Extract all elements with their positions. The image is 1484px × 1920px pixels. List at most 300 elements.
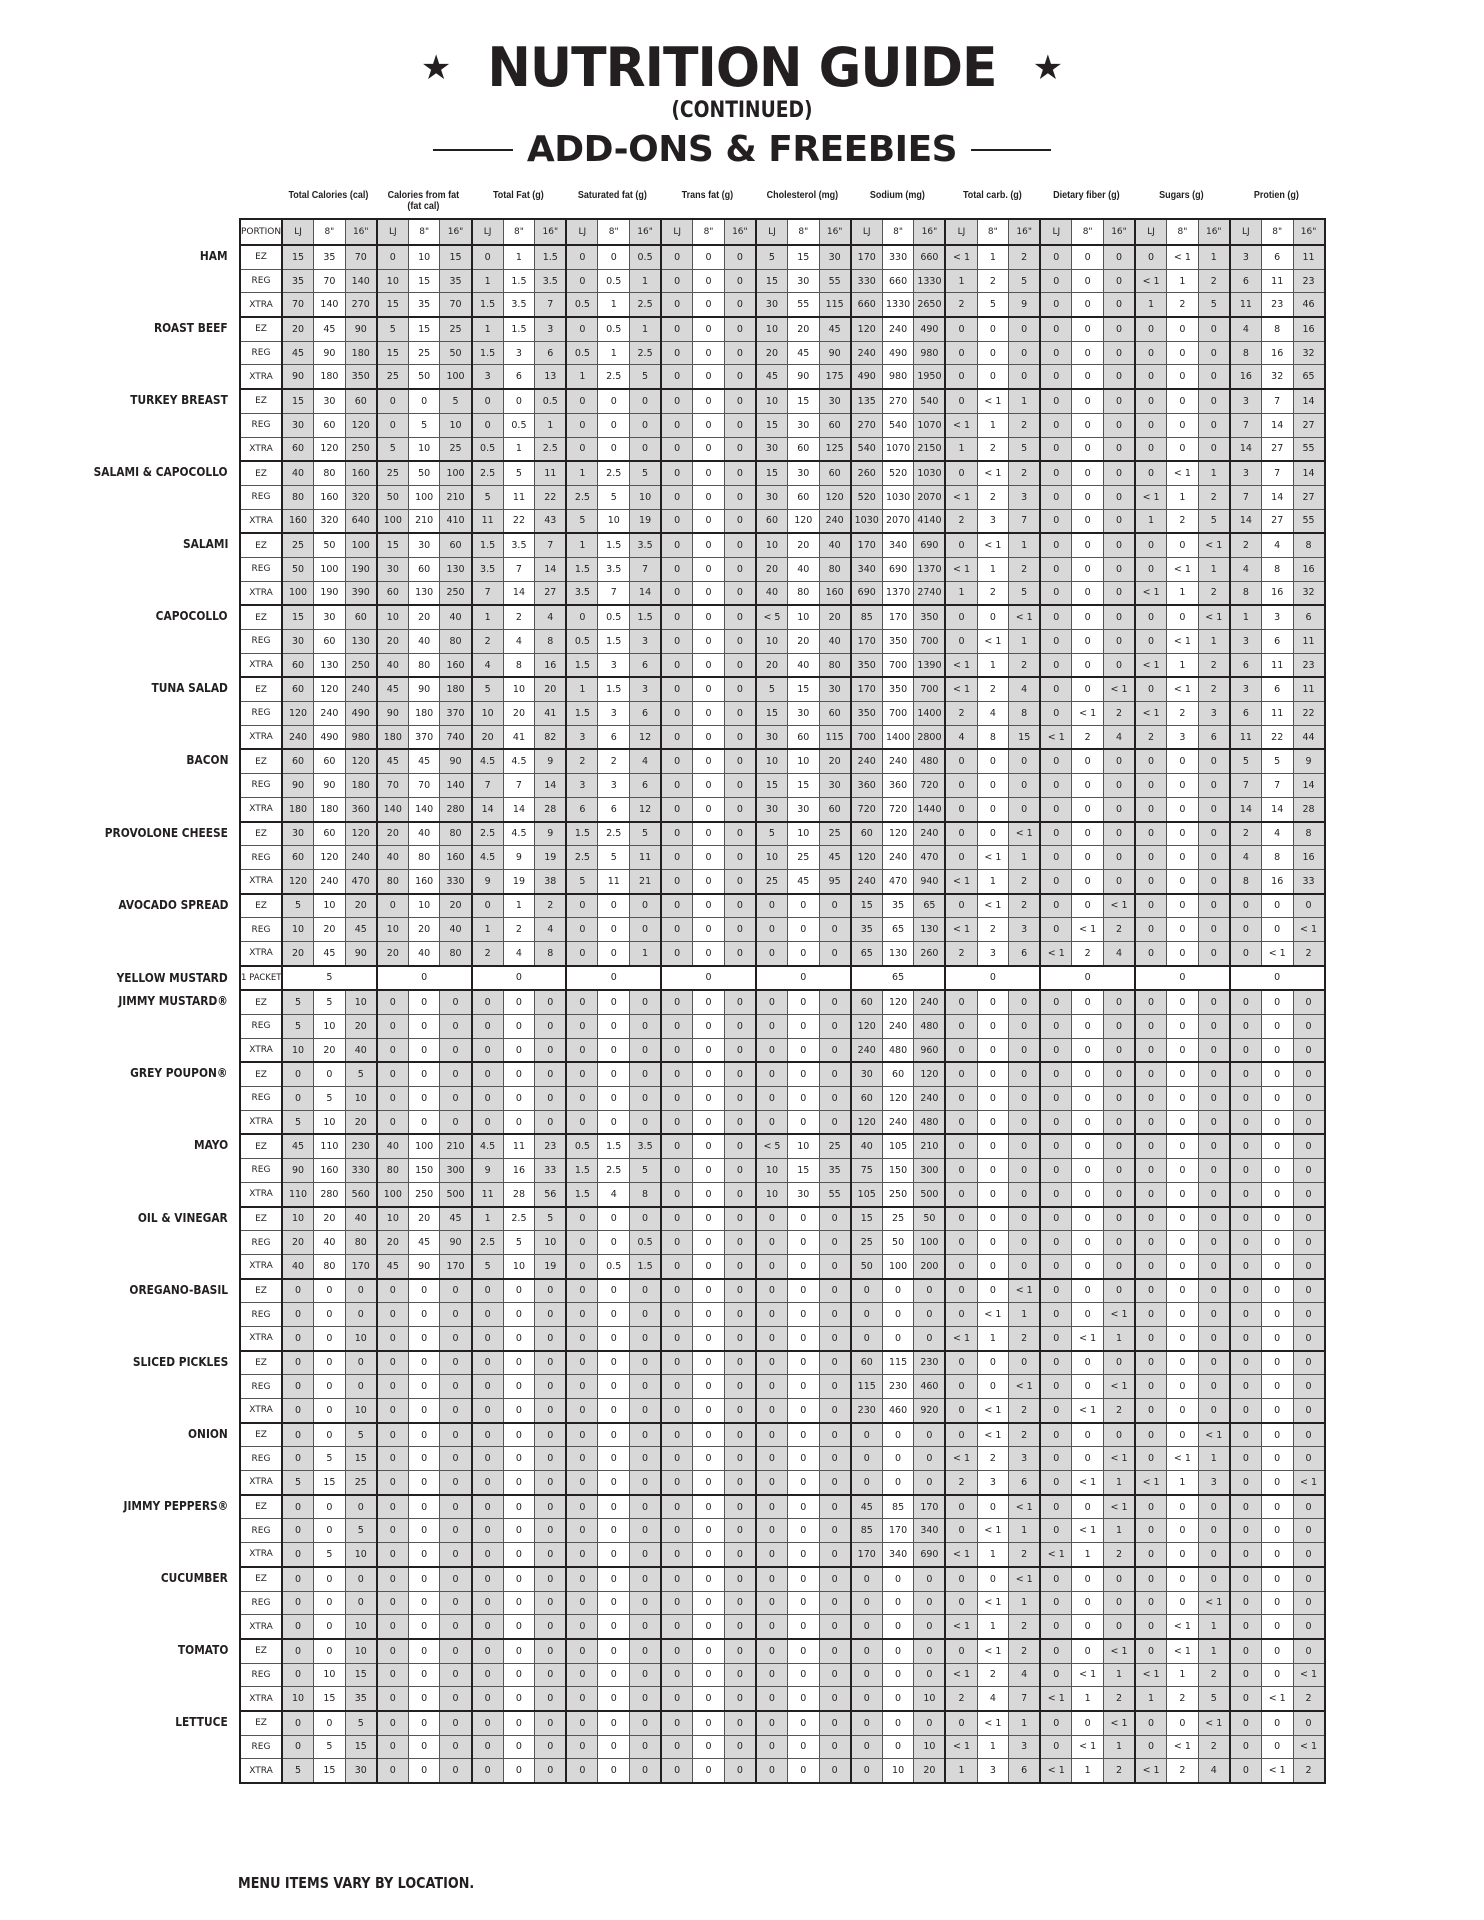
value-cell: 0 (1040, 918, 1072, 942)
value-cell: 15 (756, 774, 788, 798)
value-cell: 60 (345, 389, 377, 413)
value-cell: 0 (1040, 1182, 1072, 1206)
value-cell: 0 (566, 1591, 598, 1615)
value-cell: 20 (408, 918, 440, 942)
value-cell: 0 (1103, 1351, 1135, 1375)
value-cell: 0 (566, 413, 598, 437)
value-cell: 0 (598, 1279, 630, 1303)
value-cell: 0 (693, 389, 725, 413)
portion-cell: XTRA (240, 941, 282, 965)
value-cell: 240 (882, 846, 914, 870)
value-cell: 0 (598, 1735, 630, 1759)
value-cell: 0 (977, 605, 1009, 629)
value-cell: 20 (503, 702, 535, 726)
value-cell: 41 (535, 702, 567, 726)
value-cell: 0 (1040, 1279, 1072, 1303)
table-row (240, 533, 1325, 557)
value-cell: 120 (345, 749, 377, 773)
value-cell: 2 (977, 918, 1009, 942)
value-cell: 40 (377, 1134, 409, 1158)
value-cell: 20 (756, 341, 788, 365)
portion-cell: REG (240, 1087, 282, 1111)
value-cell: 0 (882, 1471, 914, 1495)
value-cell: 1390 (914, 653, 946, 677)
value-cell: 0 (661, 1639, 693, 1663)
value-cell: 0 (408, 1303, 440, 1327)
value-cell: 0 (661, 725, 693, 749)
value-cell: 0 (472, 1663, 504, 1687)
value-cell: 130 (314, 653, 346, 677)
value-cell: 3.5 (630, 1134, 662, 1158)
table-row (240, 702, 1325, 726)
value-cell: 30 (819, 389, 851, 413)
portion-cell: XTRA (240, 581, 282, 605)
value-cell: 270 (882, 389, 914, 413)
value-cell: 30 (788, 702, 820, 726)
value-cell: 0 (1040, 1087, 1072, 1111)
value-cell: 0 (1261, 1711, 1293, 1735)
portion-cell: EZ (240, 533, 282, 557)
portion-cell: REG (240, 630, 282, 654)
value-cell: 0.5 (598, 269, 630, 293)
value-cell: 0 (882, 1687, 914, 1711)
value-cell: 16 (1261, 581, 1293, 605)
value-cell: 0 (1198, 1087, 1230, 1111)
value-cell: 0 (440, 1711, 472, 1735)
value-cell: 0 (1040, 1254, 1072, 1278)
value-cell: 2 (566, 749, 598, 773)
value-cell: 10 (788, 749, 820, 773)
value-cell: 80 (440, 941, 472, 965)
value-cell: 0 (1103, 749, 1135, 773)
value-cell: 0 (1135, 1038, 1167, 1062)
value-cell: 1 (977, 245, 1009, 269)
value-cell: 0.5 (598, 605, 630, 629)
value-cell: 0 (914, 1303, 946, 1327)
value-cell: 2 (1009, 461, 1041, 485)
value-cell: 0 (377, 1087, 409, 1111)
value-cell: 0 (377, 1543, 409, 1567)
value-cell: 0 (566, 1423, 598, 1447)
value-cell: 740 (440, 725, 472, 749)
value-cell: 0 (1135, 1303, 1167, 1327)
value-cell: 5 (503, 1231, 535, 1255)
value-cell: 0 (1040, 1471, 1072, 1495)
value-cell: 130 (345, 630, 377, 654)
value-cell: 0 (535, 1447, 567, 1471)
value-cell: 0 (1072, 1567, 1104, 1591)
value-cell: 1070 (882, 437, 914, 461)
value-cell: 0 (661, 389, 693, 413)
value-cell: 360 (851, 774, 883, 798)
value-cell: 10 (598, 509, 630, 533)
value-cell: 10 (345, 1399, 377, 1423)
value-cell: 0 (724, 1735, 756, 1759)
value-cell: 1 (503, 245, 535, 269)
value-cell: 0 (661, 413, 693, 437)
value-cell: 0 (1167, 1303, 1199, 1327)
value-cell: 0 (1103, 437, 1135, 461)
value-cell: 0 (693, 509, 725, 533)
value-cell: 0 (598, 1062, 630, 1086)
value-cell: 0 (1261, 1639, 1293, 1663)
value-cell: 0 (914, 1591, 946, 1615)
value-cell: 25 (819, 1134, 851, 1158)
value-cell: 0 (693, 653, 725, 677)
value-cell: 0 (1040, 702, 1072, 726)
value-cell: 0 (1135, 317, 1167, 341)
value-cell: 3 (1230, 245, 1262, 269)
value-cell: 60 (756, 509, 788, 533)
value-cell: 360 (345, 797, 377, 821)
value-cell: 6 (598, 725, 630, 749)
value-cell: 1 (945, 581, 977, 605)
value-cell: 55 (788, 293, 820, 317)
value-cell: 15 (282, 605, 314, 629)
value-cell: 0 (1135, 749, 1167, 773)
value-cell: 0 (282, 1495, 314, 1519)
value-cell: 0 (598, 1087, 630, 1111)
value-cell: 0 (1167, 1015, 1199, 1039)
value-cell: 250 (408, 1182, 440, 1206)
value-cell: 0.5 (566, 341, 598, 365)
value-cell: 0 (377, 245, 409, 269)
value-cell: 20 (345, 894, 377, 918)
value-cell: 0 (598, 1591, 630, 1615)
value-cell: 0 (408, 1711, 440, 1735)
value-cell: < 1 (945, 557, 977, 581)
value-cell: 0 (535, 1351, 567, 1375)
value-cell: 4 (503, 941, 535, 965)
value-cell: 25 (345, 1471, 377, 1495)
value-cell: 2 (1293, 1759, 1325, 1783)
value-cell: 11 (598, 869, 630, 893)
value-cell: 20 (440, 894, 472, 918)
value-cell: 45 (819, 317, 851, 341)
value-cell: 25 (377, 461, 409, 485)
value-cell: 4 (535, 605, 567, 629)
value-cell: 0 (1135, 1087, 1167, 1111)
value-cell: 560 (345, 1182, 377, 1206)
value-cell: 0 (1167, 990, 1199, 1014)
portion-cell: XTRA (240, 293, 282, 317)
value-cell: 0 (724, 1567, 756, 1591)
value-cell: < 1 (977, 461, 1009, 485)
value-cell: 15 (756, 702, 788, 726)
size-header: 8" (1167, 219, 1199, 245)
value-cell: 0 (1167, 1591, 1199, 1615)
value-cell: 0 (724, 677, 756, 701)
value-cell: 1 (1103, 1519, 1135, 1543)
value-cell: 23 (1293, 269, 1325, 293)
value-cell: 180 (345, 341, 377, 365)
value-cell: 0 (535, 1735, 567, 1759)
value-cell: 20 (282, 1231, 314, 1255)
value-cell: 0 (1230, 1399, 1262, 1423)
value-cell: 0 (408, 389, 440, 413)
value-cell: 0 (756, 1495, 788, 1519)
value-cell: 35 (819, 1159, 851, 1183)
value-cell: 0 (788, 1447, 820, 1471)
value-cell: 0 (661, 1687, 693, 1711)
value-cell: 720 (914, 774, 946, 798)
value-cell: 0 (1040, 677, 1072, 701)
value-cell: 3 (1230, 677, 1262, 701)
value-cell: 0 (1072, 461, 1104, 485)
value-cell: 0 (756, 1735, 788, 1759)
value-cell: 0 (472, 894, 504, 918)
table-row (240, 1423, 1325, 1447)
size-header: 8" (408, 219, 440, 245)
value-cell: 0 (945, 1303, 977, 1327)
value-cell: 0 (314, 1615, 346, 1639)
value-cell: 660 (851, 293, 883, 317)
value-cell: 0 (1103, 509, 1135, 533)
value-cell: 0 (1167, 1062, 1199, 1086)
value-cell: 0 (598, 1326, 630, 1350)
value-cell: 80 (314, 461, 346, 485)
value-cell: 90 (788, 365, 820, 389)
table-row (240, 557, 1325, 581)
value-cell: 170 (851, 533, 883, 557)
value-cell: 0 (503, 1351, 535, 1375)
value-cell: 32 (1293, 341, 1325, 365)
value-cell: 0 (1198, 413, 1230, 437)
value-cell: 0 (282, 1279, 314, 1303)
value-cell: 0 (1135, 966, 1230, 991)
value-cell: 0 (1261, 1351, 1293, 1375)
value-cell: 0 (661, 1591, 693, 1615)
value-cell: 0 (1135, 1423, 1167, 1447)
value-cell: 30 (788, 797, 820, 821)
value-cell: 14 (1293, 461, 1325, 485)
value-cell: 0 (661, 1015, 693, 1039)
value-cell: 0 (1135, 1279, 1167, 1303)
value-cell: 0 (945, 894, 977, 918)
value-cell: 980 (914, 341, 946, 365)
value-cell: 6 (1230, 269, 1262, 293)
value-cell: 0 (1072, 1591, 1104, 1615)
value-cell: 0 (503, 1279, 535, 1303)
value-cell: 0 (945, 774, 977, 798)
size-header: LJ (1040, 219, 1072, 245)
portion-cell: EZ (240, 605, 282, 629)
value-cell: 2 (977, 1663, 1009, 1687)
value-cell: < 1 (1198, 1591, 1230, 1615)
value-cell: 0 (724, 774, 756, 798)
table-row (240, 990, 1325, 1014)
value-cell: 20 (819, 605, 851, 629)
value-cell: 2 (1293, 1687, 1325, 1711)
value-cell: 80 (282, 485, 314, 509)
value-cell: 1 (566, 365, 598, 389)
value-cell: 0 (819, 1639, 851, 1663)
value-cell: 0 (1072, 990, 1104, 1014)
value-cell: 0 (819, 1495, 851, 1519)
value-cell: 0 (598, 1687, 630, 1711)
value-cell: 0 (440, 1015, 472, 1039)
value-cell: 0 (503, 1735, 535, 1759)
value-cell: 410 (440, 509, 472, 533)
value-cell: 0 (1072, 533, 1104, 557)
value-cell: 160 (345, 461, 377, 485)
item-name-label: LETTUCE (175, 1714, 228, 1729)
value-cell: 4 (1103, 725, 1135, 749)
value-cell: 0 (693, 1567, 725, 1591)
value-cell: < 1 (1167, 461, 1199, 485)
value-cell: 1 (1009, 1591, 1041, 1615)
value-cell: 0 (1103, 630, 1135, 654)
value-cell: 300 (914, 1159, 946, 1183)
portion-cell: XTRA (240, 1182, 282, 1206)
value-cell: 0 (661, 846, 693, 870)
value-cell: 0 (756, 941, 788, 965)
value-cell: 11 (472, 1182, 504, 1206)
value-cell: 33 (535, 1159, 567, 1183)
value-cell: 0 (851, 1615, 883, 1639)
value-cell: 1.5 (598, 630, 630, 654)
value-cell: 0 (693, 797, 725, 821)
value-cell: 3.5 (630, 533, 662, 557)
value-cell: 100 (440, 365, 472, 389)
value-cell: 0.5 (630, 1231, 662, 1255)
value-cell: 0 (693, 869, 725, 893)
value-cell: 0 (408, 1015, 440, 1039)
value-cell: 0 (314, 1423, 346, 1447)
item-name-label: SALAMI (182, 536, 228, 551)
value-cell: 0 (724, 581, 756, 605)
value-cell: 0 (1135, 941, 1167, 965)
item-name-label: GREY POUPON® (130, 1065, 228, 1080)
value-cell: 1 (1135, 1687, 1167, 1711)
value-cell: 0 (1103, 1231, 1135, 1255)
value-cell: 0 (1167, 894, 1199, 918)
table-row (240, 1759, 1325, 1783)
value-cell: 0 (1072, 317, 1104, 341)
value-cell: 0 (1040, 1495, 1072, 1519)
value-cell: < 1 (945, 1615, 977, 1639)
value-cell: 0 (566, 1759, 598, 1783)
value-cell: 60 (377, 581, 409, 605)
value-cell: 40 (756, 581, 788, 605)
value-cell: 1400 (882, 725, 914, 749)
value-cell: 2 (598, 749, 630, 773)
value-cell: 0 (756, 966, 851, 991)
value-cell: 0 (1230, 1279, 1262, 1303)
value-cell: 0 (503, 1375, 535, 1399)
value-cell: 0 (1009, 365, 1041, 389)
portion-cell: XTRA (240, 725, 282, 749)
value-cell: 0 (345, 1567, 377, 1591)
value-cell: 90 (282, 365, 314, 389)
value-cell: 0 (377, 1495, 409, 1519)
size-header: 16" (440, 219, 472, 245)
value-cell: 35 (314, 245, 346, 269)
value-cell: 32 (1261, 365, 1293, 389)
value-cell: 40 (282, 1254, 314, 1278)
value-cell: 0 (1009, 1038, 1041, 1062)
value-cell: 1.5 (472, 533, 504, 557)
value-cell: 2 (472, 630, 504, 654)
value-cell: 0 (1293, 894, 1325, 918)
value-cell: 90 (377, 702, 409, 726)
value-cell: 0 (819, 1543, 851, 1567)
value-cell: 0 (693, 1423, 725, 1447)
size-header: 8" (314, 219, 346, 245)
page-subtitle: (CONTINUED) (671, 98, 813, 123)
value-cell: 1 (977, 1735, 1009, 1759)
value-cell: 0 (1072, 1159, 1104, 1183)
value-cell: < 1 (1040, 1543, 1072, 1567)
value-cell: 60 (314, 822, 346, 846)
value-cell: 0 (977, 1495, 1009, 1519)
value-cell: 0 (1167, 797, 1199, 821)
value-cell: 160 (282, 509, 314, 533)
value-cell: 0 (1261, 1303, 1293, 1327)
value-cell: 0 (1261, 1423, 1293, 1447)
value-cell: 0 (598, 1423, 630, 1447)
value-cell: 0 (503, 1711, 535, 1735)
value-cell: < 1 (945, 1663, 977, 1687)
value-cell: 0 (630, 1110, 662, 1134)
value-cell: 0 (503, 389, 535, 413)
value-cell: 23 (1261, 293, 1293, 317)
value-cell: 3 (1009, 485, 1041, 509)
value-cell: 2 (1009, 894, 1041, 918)
size-header: 8" (1072, 219, 1104, 245)
value-cell: 0 (566, 990, 598, 1014)
value-cell: 0 (693, 1182, 725, 1206)
value-cell: 0 (819, 1423, 851, 1447)
value-cell: 2 (1103, 1543, 1135, 1567)
value-cell: 20 (408, 605, 440, 629)
value-cell: 170 (440, 1254, 472, 1278)
value-cell: 11 (535, 461, 567, 485)
value-cell: 150 (408, 1159, 440, 1183)
value-cell: 0 (661, 1303, 693, 1327)
value-cell: 90 (314, 774, 346, 798)
value-cell: 100 (377, 509, 409, 533)
value-cell: 0 (503, 1615, 535, 1639)
value-cell: 1 (566, 461, 598, 485)
value-cell: 0 (1230, 990, 1262, 1014)
value-cell: 0 (977, 1279, 1009, 1303)
value-cell: 20 (756, 653, 788, 677)
value-cell: 0 (377, 1759, 409, 1783)
value-cell: 0 (1135, 1159, 1167, 1183)
value-cell: 70 (314, 269, 346, 293)
value-cell: 4 (503, 630, 535, 654)
value-cell: 50 (377, 485, 409, 509)
value-cell: 2.5 (472, 461, 504, 485)
value-cell: 5 (630, 1159, 662, 1183)
value-cell: 1.5 (566, 653, 598, 677)
value-cell: 25 (440, 437, 472, 461)
value-cell: 0 (630, 413, 662, 437)
value-cell: 2740 (914, 581, 946, 605)
value-cell: 0 (1135, 1399, 1167, 1423)
value-cell: 2 (1009, 1543, 1041, 1567)
table-row (240, 437, 1325, 461)
portion-cell: REG (240, 1735, 282, 1759)
value-cell: < 1 (977, 1519, 1009, 1543)
value-cell: 0 (598, 894, 630, 918)
value-cell: 0 (1167, 941, 1199, 965)
value-cell: 120 (851, 846, 883, 870)
value-cell: 4 (1261, 822, 1293, 846)
value-cell: 0 (440, 1423, 472, 1447)
value-cell: 0 (788, 1591, 820, 1615)
